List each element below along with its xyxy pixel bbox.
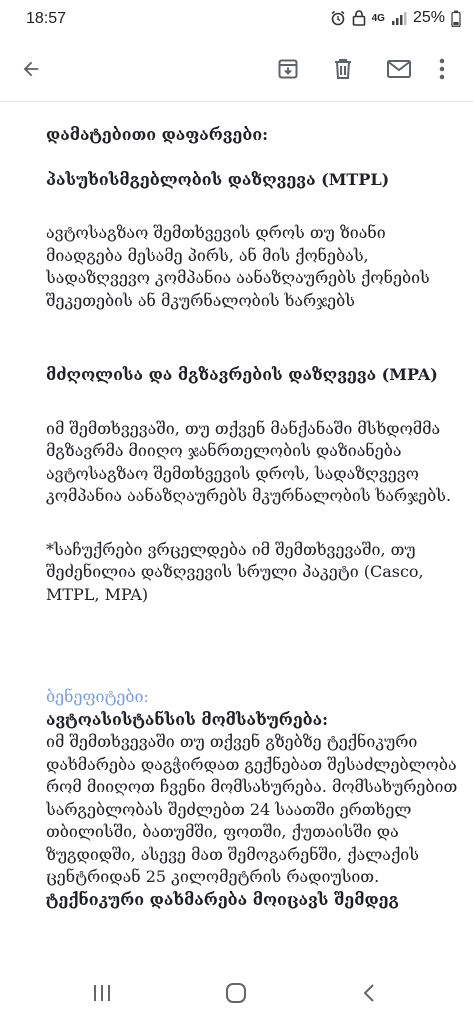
recent-apps-icon <box>92 984 112 1006</box>
home-icon <box>225 982 247 1008</box>
toolbar-divider <box>0 101 473 102</box>
tech-assistance-title: ტექნიკური დახმარება მოიცავს შემდეგ <box>46 889 399 909</box>
delete-button[interactable] <box>328 54 358 84</box>
mtpl-description: ავტოსაგზაო შემთხვევის დროს თუ ზიანი მიადგება მესამე პირს, ან მის ქონებას, სადაზღვევო კომპანია აანაზღაურებს ქონების შეკეთების ან მკურნალობის ხარჯებს <box>46 223 430 310</box>
chevron-left-icon <box>362 983 376 1007</box>
archive-button[interactable] <box>273 54 303 84</box>
status-bar <box>0 0 473 38</box>
arrow-left-icon <box>20 58 42 80</box>
gift-note: *საჩუქრები ვრცელდება იმ შემთხვევაში, თუ შეძენილია დაზღვევის სრული პაკეტი (Casco, MTPL, MPA) <box>46 539 424 604</box>
network-type-label: 4G <box>371 12 385 24</box>
signal-icon <box>391 11 407 25</box>
lock-icon <box>352 10 366 26</box>
trash-icon <box>332 57 354 81</box>
more-vert-icon <box>439 58 445 80</box>
status-time: 18:57 <box>26 10 67 27</box>
back-button[interactable] <box>16 54 46 84</box>
battery-icon <box>451 10 461 27</box>
mpa-description: იმ შემთხვევაში, თუ თქვენ მანქანაში მსხდომმა მგზავრმა მიიღო ჯანრთელობის დაზიანება ავტოსაგზაო შემთხვევის დროს, სადაზღვევო კომპანია აანაზღაურებს მკურნალობის ხარჯებს. <box>46 418 452 505</box>
home-button[interactable] <box>222 984 250 1006</box>
archive-icon <box>276 57 300 81</box>
additional-coverage-heading: დამატებითი დაფარვები: <box>46 125 269 144</box>
mark-unread-button[interactable] <box>384 54 414 84</box>
assistance-title: ავტოასისტანსის მომსახურება: <box>46 709 329 729</box>
more-options-button[interactable] <box>432 54 452 84</box>
recent-apps-button[interactable] <box>88 984 116 1006</box>
mpa-title: მძღოლისა და მგზავრების დაზღვევა (MPA) <box>46 365 438 384</box>
alarm-icon <box>330 10 346 26</box>
mail-icon <box>386 58 412 80</box>
email-toolbar <box>0 38 473 100</box>
email-body <box>46 124 458 962</box>
status-icons <box>330 9 461 27</box>
benefits-label: ბენეფიტები: <box>46 687 149 706</box>
battery-percent: 25% <box>412 9 445 26</box>
system-back-button[interactable] <box>355 984 383 1006</box>
system-nav-bar <box>0 964 473 1024</box>
assistance-description: იმ შემთხვევაში თუ თქვენ გზებზე ტექნიკური დახმარება დაგჭირდათ გექნებათ შესაძლებლობა რომ მიიღოთ ჩვენი მომსახურება. მომსახურებით სარგებლობას შეძლებთ 24 საათში ერთხელ თბილისში, ბათუმში, ფოთში, ქუთაისში და ზუგდიდში, ასევე მათ შემოგარენში, ქალაქის ცენტრიდან 25 კილომეტრის რადიუსით. <box>46 732 458 886</box>
mtpl-title: პასუხისმგებლობის დაზღვევა (MTPL) <box>46 169 390 189</box>
